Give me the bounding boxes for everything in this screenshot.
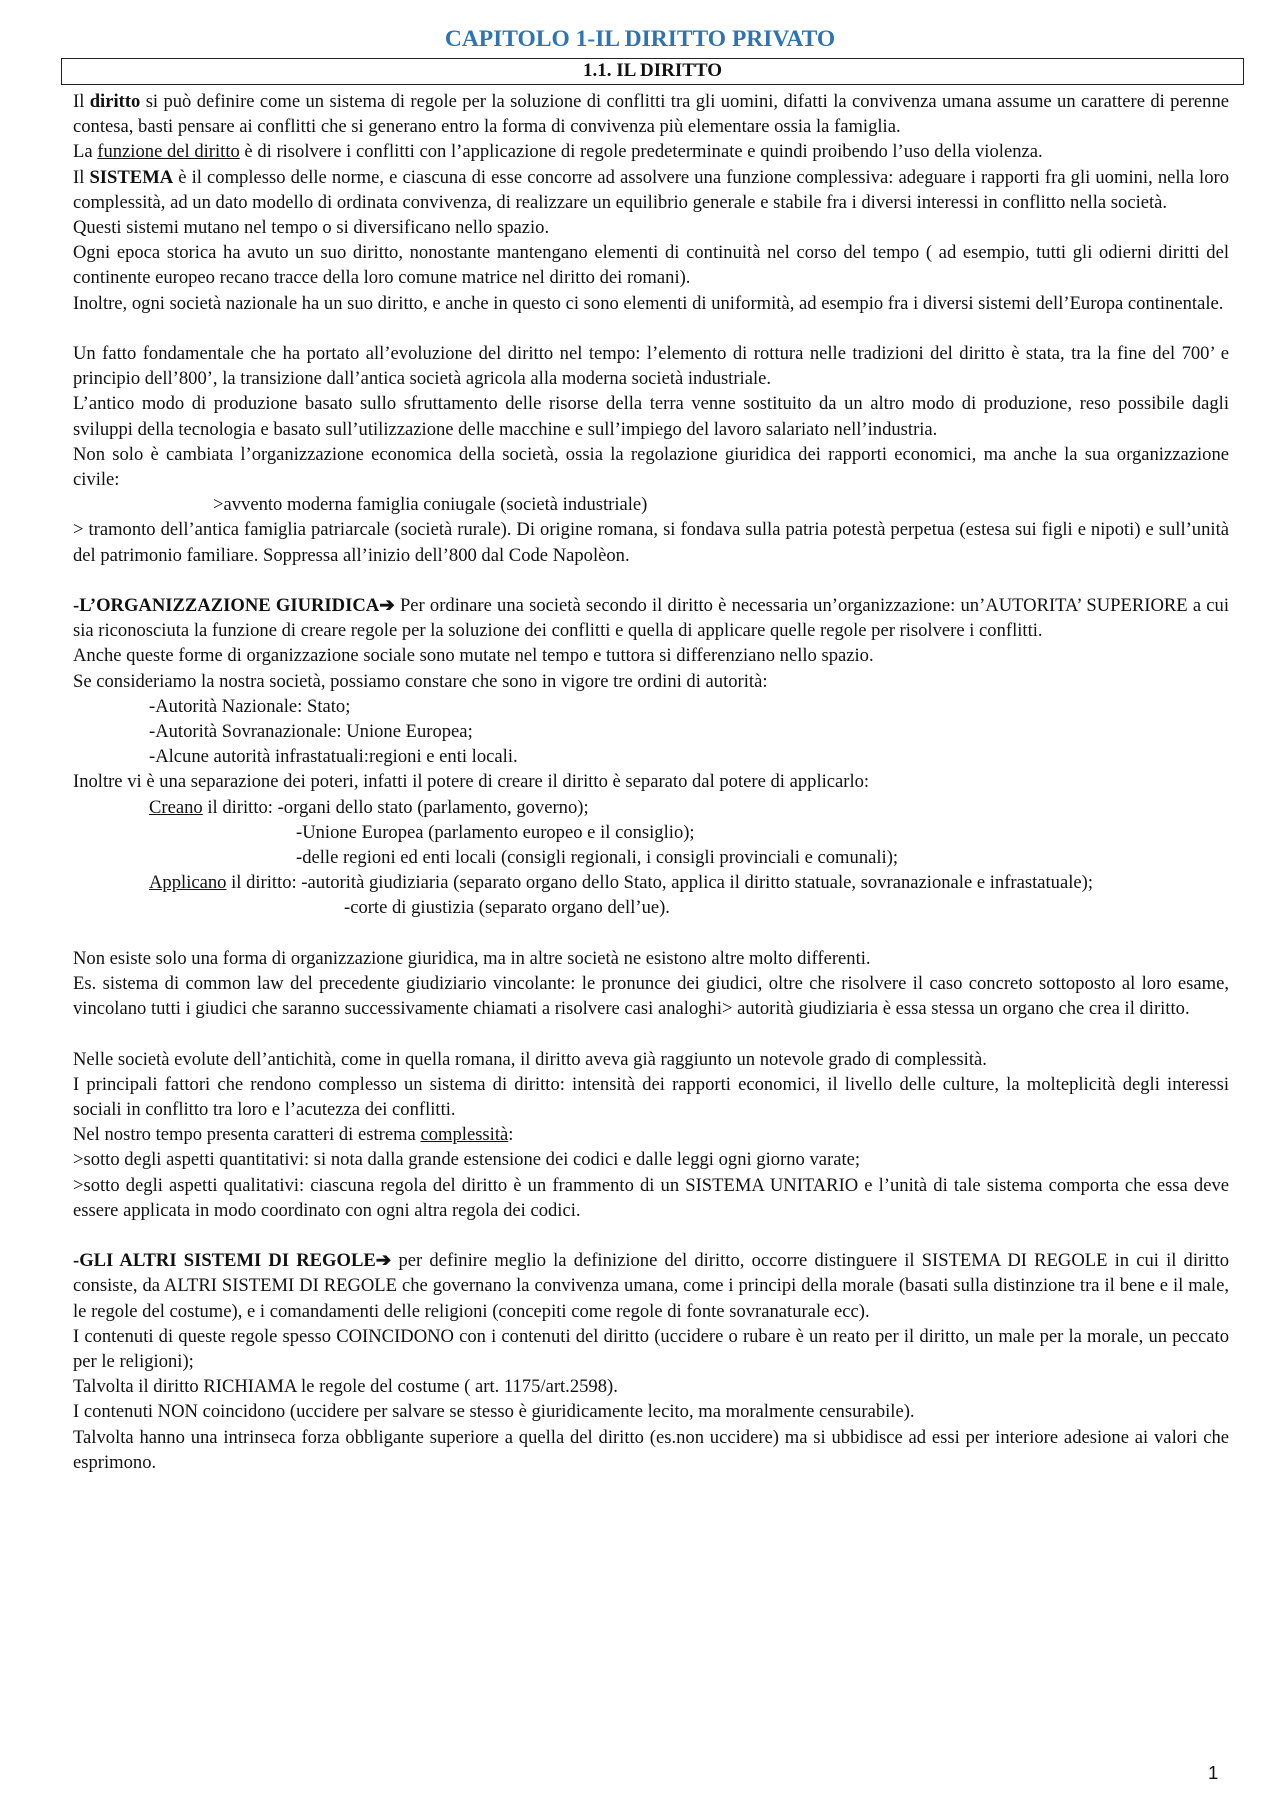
- list-item: -Unione Europea (parlamento europeo e il consiglio);: [296, 821, 695, 843]
- text-run: si può definire come un sistema di regole per la soluzione di conflitti tra gli uomini, difatti la convivenza umana assume un carattere di perenne contesa, basti pensare ai conflitti che si generano entro la forma di convivenza più elementare ossia la famiglia.: [73, 91, 1229, 138]
- list-item: [73, 795, 1229, 820]
- bold-heading: -L’ORGANIZZAZIONE GIURIDICA: [73, 595, 380, 617]
- list-item: [73, 870, 1229, 895]
- text-run: è il complesso delle norme, e ciascuna di esse concorre ad assolvere una funzione complessiva: adeguare i rapporti fra gli uomini, nella loro complessità, ad un dato modello di ordinata convivenza, di realizzare un equilibrio generale e stabile fra i diversi interessi in conflitto nella società.: [73, 166, 1230, 213]
- paragraph: Es. sistema di common law del precedente giudiziario vincolante: le pronunce dei giudici, oltre che risolvere il caso concreto sottoposto al loro esame, vincolano tutti i giudici che saranno successivamente chiamati a risolvere casi analoghi> autorità giudiziaria è essa stessa un organo che crea il diritto.: [73, 973, 1229, 1020]
- spacer: [73, 921, 1229, 946]
- paragraph: >sotto degli aspetti qualitativi: ciascuna regola del diritto è un frammento di un SISTEMA UNITARIO e l’unità di tale sistema comporta che essa deve essere applicata in modo coordinato con ogni altra regola dei codici.: [73, 1174, 1229, 1221]
- paragraph: Nelle società evolute dell’antichità, come in quella romana, il diritto aveva già raggiunto un notevole grado di complessità.: [73, 1048, 987, 1070]
- paragraph: Un fatto fondamentale che ha portato all’evoluzione del diritto nel tempo: l’elemento di rottura nelle tradizioni del diritto è stata, tra la fine del 700’ e principio dell’800’, la transizione dall’antica società agricola alla moderna società industriale.: [73, 343, 1229, 390]
- arrow-icon: ➔: [375, 1250, 392, 1272]
- chapter-title: CAPITOLO 1-IL DIRITTO PRIVATO: [444, 26, 836, 52]
- paragraph: [73, 89, 1229, 139]
- underlined-term: Creano: [149, 796, 203, 818]
- paragraph: Non solo è cambiata l’organizzazione economica della società, ossia la regolazione giuridica dei rapporti economici, ma anche la sua organizzazione civile:: [73, 443, 1229, 491]
- bold-term: SISTEMA: [89, 166, 174, 188]
- list-item: -delle regioni ed enti locali (consigli regionali, i consigli provinciali e comunali);: [296, 847, 899, 869]
- list-item: >avvento moderna famiglia coniugale (società industriale): [213, 494, 648, 516]
- text-run: è di risolvere i conflitti con l’applicazione di regole predeterminate e quindi proibendo l’uso della violenza.: [239, 141, 1043, 163]
- paragraph: I principali fattori che rendono complesso un sistema di diritto: intensità dei rapporti economici, il livello delle culture, la molteplicità degli interessi sociali in conflitto tra loro e l’acutezza dei conflitti.: [73, 1073, 1229, 1121]
- underlined-term: complessità: [420, 1124, 509, 1146]
- list-item: -Autorità Sovranazionale: Unione Europea;: [149, 721, 473, 743]
- spacer: [73, 568, 1229, 593]
- text-run: La: [73, 141, 98, 163]
- section-title: 1.1. IL DIRITTO: [61, 58, 1244, 85]
- paragraph: Talvolta il diritto RICHIAMA le regole del costume ( art. 1175/art.2598).: [73, 1376, 618, 1398]
- paragraph: > tramonto dell’antica famiglia patriarcale (società rurale). Di origine romana, si fondava sulla patria potestà perpetua (estesa sui figli e nipoti) e sull’unità del patrimonio familiare. Soppressa all’inizio dell’800 dal Code Napolèon.: [73, 519, 1229, 566]
- spacer: [73, 316, 1229, 341]
- paragraph: Inoltre, ogni società nazionale ha un suo diritto, e anche in questo ci sono elementi di uniformità, ad esempio fra i diversi sistemi dell’Europa continentale.: [73, 292, 1224, 314]
- paragraph: >sotto degli aspetti quantitativi: si nota dalla grande estensione dei codici e dalle leggi ogni giorno varate;: [73, 1149, 861, 1171]
- text-run: il diritto: -autorità giudiziaria (separato organo dello Stato, applica il diritto statuale, sovranazionale e infrastatuale);: [226, 872, 1094, 894]
- paragraph: L’antico modo di produzione basato sullo sfruttamento delle risorse della terra venne sostituito da un altro modo di produzione, reso possibile dagli sviluppi della tecnologia e basato sull’utilizzazione delle macchine e sull’impiego del lavoro salariato nell’industria.: [73, 393, 1229, 440]
- paragraph: Ogni epoca storica ha avuto un suo diritto, nonostante mantengano elementi di continuità nel corso del tempo ( ad esempio, tutti gli odierni diritti del continente europeo recano tracce della loro comune matrice nel diritto dei romani).: [73, 242, 1229, 289]
- paragraph: [73, 165, 1229, 215]
- text-run: Nel nostro tempo presenta caratteri di estrema: [73, 1124, 421, 1146]
- spacer: [73, 1021, 1229, 1046]
- body-text: [73, 89, 1229, 1475]
- paragraph: Questi sistemi mutano nel tempo o si diversificano nello spazio.: [73, 217, 550, 239]
- list-item: -Alcune autorità infrastatuali:regioni e enti locali.: [149, 746, 518, 768]
- paragraph: [73, 1248, 1229, 1324]
- text-run: Il: [73, 91, 90, 112]
- text-run: :: [508, 1124, 514, 1146]
- text-run: Per ordinare una società secondo il diritto è necessaria un’organizzazione: un’AUTORITA’ SUPERIORE a cui sia riconosciuta la funzione di creare regole per la soluzione dei conflitti e quella di applicare quelle regole per risolvere i conflitti.: [73, 595, 1229, 642]
- bold-term: diritto: [89, 91, 141, 112]
- underlined-term: funzione del diritto: [97, 141, 240, 163]
- text-run: il diritto: -organi dello stato (parlamento, governo);: [202, 796, 589, 818]
- list-item: -corte di giustizia (separato organo dell’ue).: [344, 897, 670, 919]
- list-item: -Autorità Nazionale: Stato;: [149, 695, 351, 717]
- paragraph: [73, 1122, 1229, 1147]
- paragraph: [73, 139, 1229, 164]
- paragraph: I contenuti di queste regole spesso COINCIDONO con i contenuti del diritto (uccidere o rubare è un reato per il diritto, un male per la morale, un peccato per le religioni);: [73, 1325, 1229, 1373]
- arrow-icon: ➔: [379, 595, 395, 617]
- paragraph: Se consideriamo la nostra società, possiamo constare che sono in vigore tre ordini di autorità:: [73, 670, 768, 692]
- paragraph: Talvolta hanno una intrinseca forza obbligante superiore a quella del diritto (es.non uccidere) ma si ubbidisce ad essi per interiore adesione ai valori che esprimono.: [73, 1426, 1229, 1473]
- text-run: Il: [73, 166, 90, 188]
- bold-heading: -GLI ALTRI SISTEMI DI REGOLE: [73, 1250, 376, 1272]
- paragraph: [73, 593, 1229, 643]
- paragraph: I contenuti NON coincidono (uccidere per salvare se stesso è giuridicamente lecito, ma moralmente censurabile).: [73, 1401, 915, 1423]
- paragraph: Inoltre vi è una separazione dei poteri, infatti il potere di creare il diritto è separato dal potere di applicarlo:: [73, 771, 870, 793]
- underlined-term: Applicano: [149, 872, 227, 894]
- paragraph: Anche queste forme di organizzazione sociale sono mutate nel tempo e tuttora si differenziano nello spazio.: [73, 645, 874, 667]
- paragraph: Non esiste solo una forma di organizzazione giuridica, ma in altre società ne esistono altre molto differenti.: [73, 947, 871, 969]
- spacer: [73, 1223, 1229, 1248]
- text-run: per definire meglio la definizione del diritto, occorre distinguere il SISTEMA DI REGOLE in cui il diritto consiste, da ALTRI SISTEMI DI REGOLE che governano la convivenza umana, come i principi della morale (basati sulla distinzione tra il bene e il male, le regole del costume), e i comandamenti delle religioni (concepiti come regole di fonte sovranaturale ecc).: [73, 1250, 1229, 1322]
- page-number: 1: [1208, 1762, 1219, 1783]
